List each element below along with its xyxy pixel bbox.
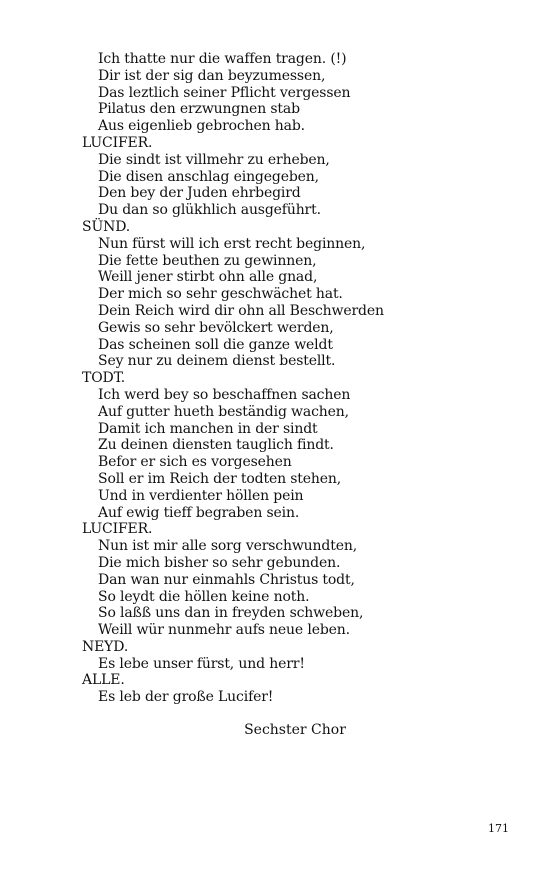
verse-line: Und in verdienter höllen pein xyxy=(98,487,304,504)
verse-line: Der mich so sehr geschwächet hat. xyxy=(98,286,343,303)
verse-line: Dan wan nur einmahls Christus todt, xyxy=(98,571,355,588)
verse-line: Die disen anschlag eingegeben, xyxy=(98,168,319,185)
verse-line: Sey nur zu deinem dienst bestellt. xyxy=(98,353,336,370)
verse-line: Die sindt ist villmehr zu erheben, xyxy=(98,151,330,168)
verse-line: Du dan so glükhlich ausgeführt. xyxy=(98,202,321,219)
verse-line: So laßß uns dan in freyden schweben, xyxy=(98,605,364,622)
verse-line: Aus eigenlieb gebrochen hab. xyxy=(98,118,305,135)
verse-line: Das scheinen soll die ganze weldt xyxy=(98,336,333,353)
verse-line: Es leb der große Lucifer! xyxy=(98,689,274,706)
verse-line: Die mich bisher so sehr gebunden. xyxy=(98,554,341,571)
section-heading: Sechster Chor xyxy=(244,722,346,738)
verse-line: Dir ist der sig dan beyzumessen, xyxy=(98,67,326,84)
verse-line: Die fette beuthen zu gewinnen, xyxy=(98,252,317,269)
verse-line: Nun ist mir alle sorg verschwundten, xyxy=(98,538,358,555)
verse-line: Dein Reich wird dir ohn all Beschwerden xyxy=(98,302,384,319)
speaker-name: TODT. xyxy=(82,370,126,387)
verse-line: Soll er im Reich der todten stehen, xyxy=(98,470,342,487)
verse-line: Ich werd bey so beschaffnen sachen xyxy=(98,386,351,403)
verse-line: Auf gutter hueth beständig wachen, xyxy=(98,403,349,420)
page-number: 171 xyxy=(488,822,509,835)
verse-line: Damit ich manchen in der sindt xyxy=(98,420,318,437)
verse-line: Gewis so sehr bevölckert werden, xyxy=(98,319,334,336)
verse-line: Den bey der Juden ehrbegird xyxy=(98,185,301,202)
verse-line: So leydt die höllen keine noth. xyxy=(98,588,310,605)
verse-line: Ich thatte nur die waffen tragen. (!) xyxy=(98,51,347,67)
speaker-name: LUCIFER. xyxy=(82,134,153,151)
verse-line: Zu deinen diensten tauglich findt. xyxy=(98,437,334,454)
verse-line: Befor er sich es vorgesehen xyxy=(98,454,292,471)
verse-line: Pilatus den erzwungnen stab xyxy=(98,101,300,118)
speaker-name: LUCIFER. xyxy=(82,521,153,538)
verse-line: Nun fürst will ich erst recht beginnen, xyxy=(98,235,366,252)
speaker-name: SÜND. xyxy=(82,218,131,235)
speaker-name: ALLE. xyxy=(82,672,125,689)
speaker-name: NEYD. xyxy=(82,638,129,655)
verse-line: Das leztlich seiner Pflicht vergessen xyxy=(98,84,351,101)
verse-line: Weill jener stirbt ohn alle gnad, xyxy=(98,269,318,286)
verse-line: Es lebe unser fürst, und herr! xyxy=(98,655,305,672)
verse-text xyxy=(82,51,522,706)
verse-line: Weill wür nunmehr aufs neue leben. xyxy=(98,622,350,639)
verse-line: Auf ewig tieff begraben sein. xyxy=(98,504,300,521)
